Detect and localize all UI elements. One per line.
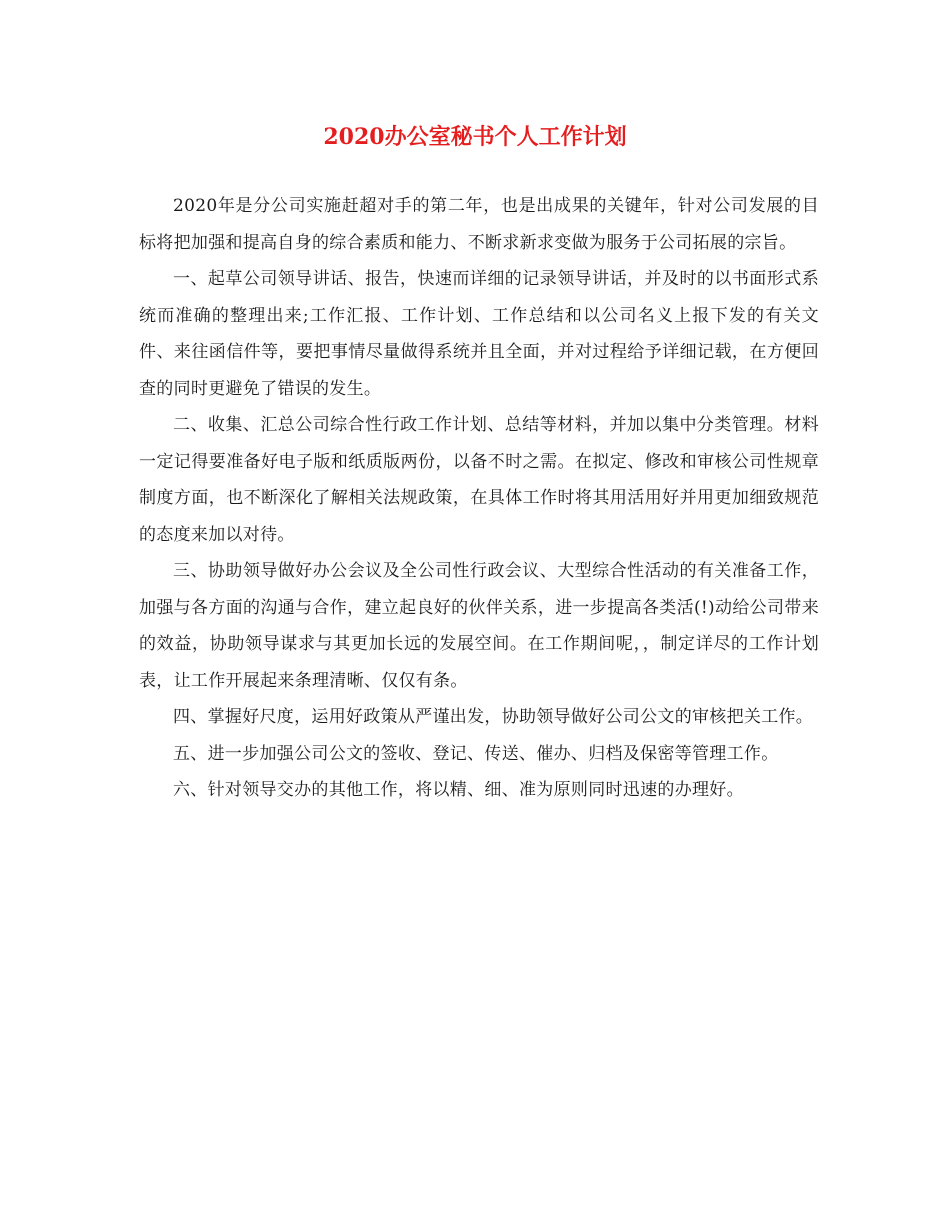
paragraph-intro: 2020年是分公司实施赶超对手的第二年，也是出成果的关键年，针对公司发展的目标将把加强和提高自身的综合素质和能力、不断求新求变做为服务于公司拓展的宗旨。 — [139, 196, 819, 253]
document-body — [139, 188, 819, 809]
document-title: 2020办公室秘书个人工作计划 — [323, 124, 627, 150]
paragraph-item-1: 一、起草公司领导讲话、报告，快速而详细的记录领导讲话，并及时的以书面形式系统而准确的整理出来;工作汇报、工作计划、工作总结和以公司名义上报下发的有关文件、来往函信件等，要把事情尽量做得系统并且全面，并对过程给予详细记载，在方便回查的同时更避免了错误的发生。 — [139, 269, 819, 399]
paragraph-item-2: 二、收集、汇总公司综合性行政工作计划、总结等材料，并加以集中分类管理。材料一定记得要准备好电子版和纸质版两份，以备不时之需。在拟定、修改和审核公司性规章制度方面，也不断深化了解相关法规政策，在具体工作时将其用活用好并用更加细致规范的态度来加以对待。 — [139, 415, 819, 545]
paragraph-item-6: 六、针对领导交办的其他工作，将以精、细、准为原则同时迅速的办理好。 — [173, 780, 744, 800]
paragraph-item-4: 四、掌握好尺度，运用好政策从严谨出发，协助领导做好公司公文的审核把关工作。 — [173, 707, 814, 727]
paragraph-item-3: 三、协助领导做好办公会议及全公司性行政会议、大型综合性活动的有关准备工作，加强与各方面的沟通与合作，建立起良好的伙伴关系，进一步提高各类活(!)动给公司带来的效益，协助领导谋求与其更加长远的发展空间。在工作期间呢，，制定详尽的工作计划表，让工作开展起来条理清晰、仅仅有条。 — [139, 561, 819, 691]
paragraph-item-5: 五、进一步加强公司公文的签收、登记、传送、催办、归档及保密等管理工作。 — [173, 743, 779, 764]
